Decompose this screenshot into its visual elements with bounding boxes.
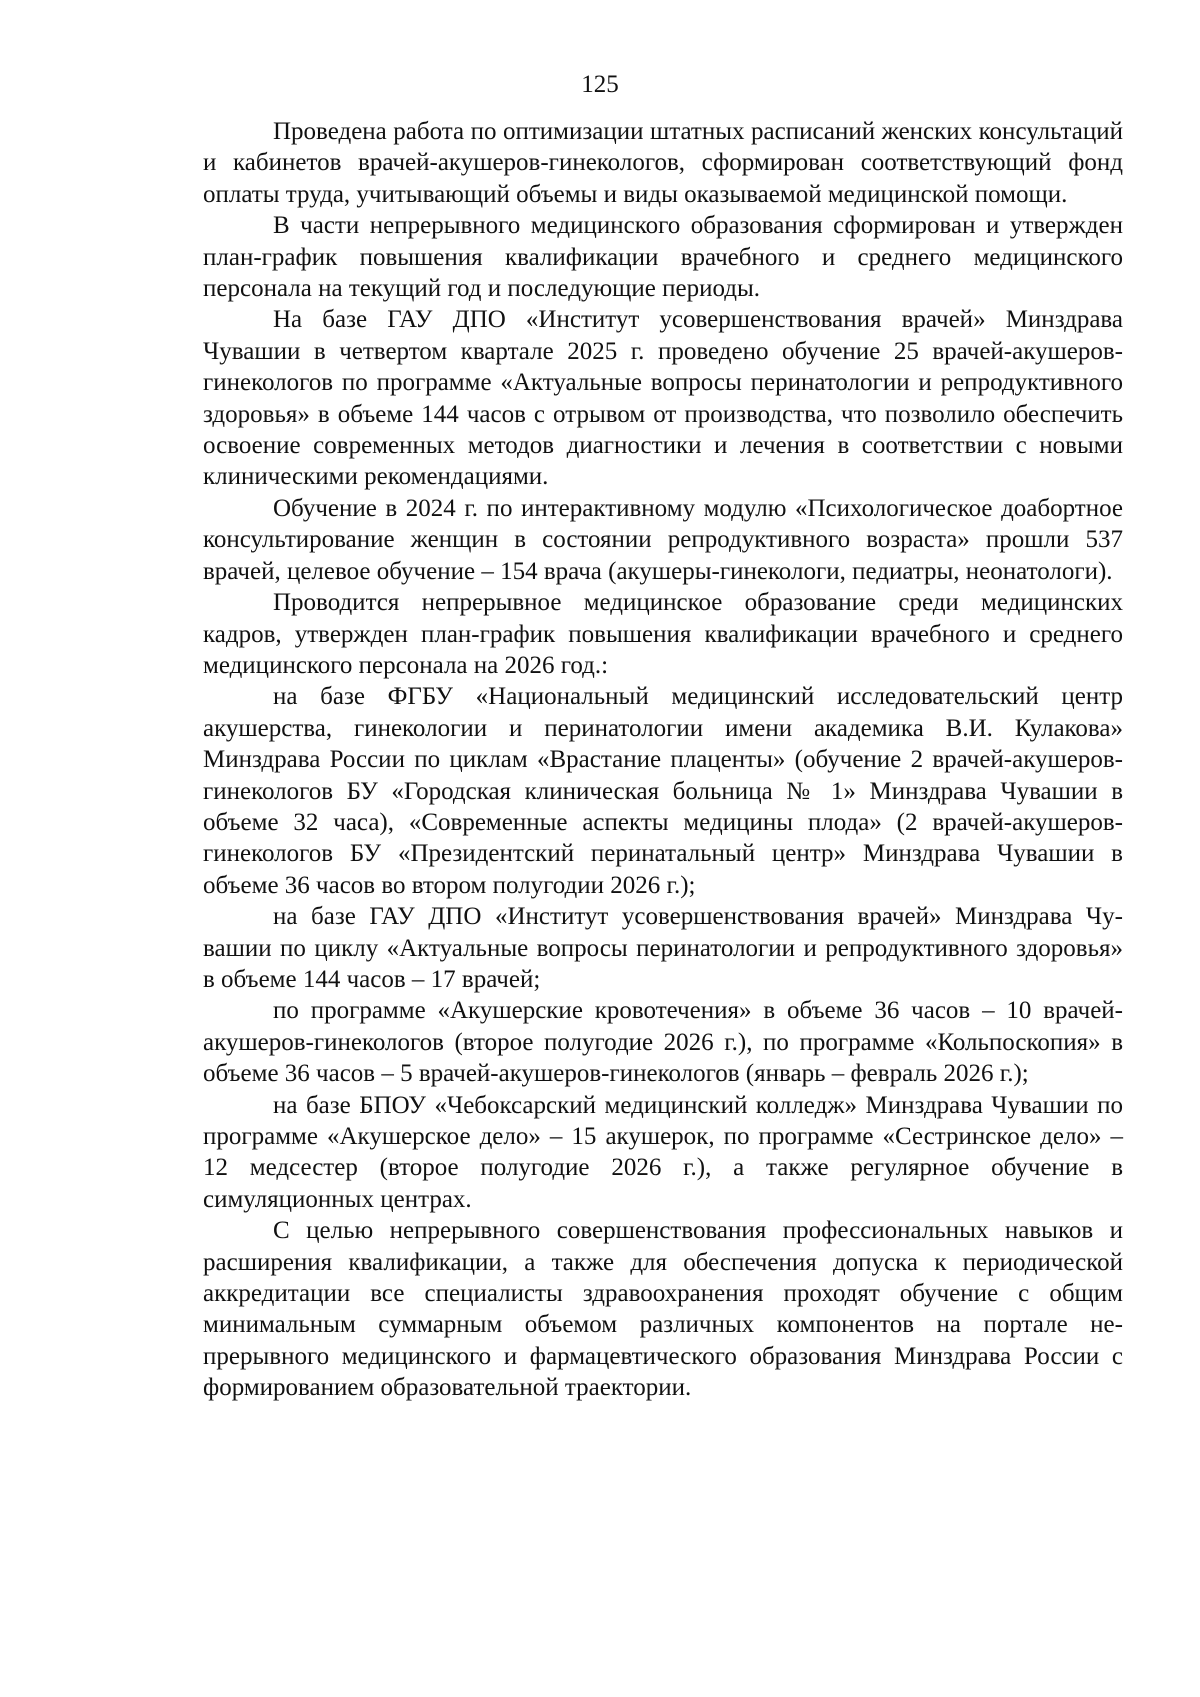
paragraph: по программе «Акушерские кровотечения» в объеме 36 часов – 10 врачей-акушеров-гинекологов (второе полугодие 2026 г.), по программе «Кольпоскопия» в объеме 36 часов – 5 врачей-акушеров-гинекологов (январь – февраль 2026 г.); xyxy=(203,997,1123,1088)
paragraph: на базе ФГБУ «Национальный медицинский исследовательский центр акушерства, гинекологии и перинатологии имени академика В.И. Кулакова» Минздрава России по циклам «Врастание плаценты» (обучение 2 врачей-акушеров-гинекологов БУ «Городская клиническая больница № 1» Минздрава Чувашии в объеме 32 часа), «Современные аспекты медицины плода» (2 врачей-акушеров-гинекологов БУ «Президентский перинатальный центр» Минздрава Чувашии в объеме 36 часов во втором полугодии 2026 г.); xyxy=(203,683,1123,899)
paragraph: Обучение в 2024 г. по интерактивному модулю «Психологическое доабортное консультирование женщин в состоянии репродуктивного возраста» прошли 537 врачей, целевое обучение – 154 врача (акушеры-гинекологи, педиатры, неонатологи). xyxy=(203,494,1123,585)
paragraph: Проведена работа по оптимизации штатных расписаний женских консультаций и кабинетов врачей-акушеров-гинекологов, сформирован соответствующий фонд оплаты труда, учитывающий объемы и виды оказываемой медицинской помощи. xyxy=(203,118,1123,208)
page-number: 125 xyxy=(581,71,619,98)
paragraph: на базе ГАУ ДПО «Институт усовершенствования врачей» Минздрава Чувашии по циклу «Актуальные вопросы перинатологии и репродуктивного здоровья» в объеме 144 часов – 17 врачей; xyxy=(203,903,1123,993)
paragraph: Проводится непрерывное медицинское образование среди медицинских кадров, утвержден план-график повышения квалификации врачебного и среднего медицинского персонала на 2026 год.: xyxy=(203,589,1123,679)
paragraph: На базе ГАУ ДПО «Институт усовершенствования врачей» Минздрава Чувашии в четвертом квартале 2025 г. проведено обучение 25 врачей-акушеров-гинекологов по программе «Актуальные вопросы перинатологии и репродуктивного здоровья» в объеме 144 часов с отрывом от производства, что позволило обеспечить освоение современных методов диагностики и лечения в соответствии с новыми клиническими рекомендациями. xyxy=(203,306,1123,491)
paragraph: С целью непрерывного совершенствования профессиональных навыков и расширения квалификации, а также для обеспечения допуска к периодической аккредитации все специалисты здравоохранения проходят обучение с общим минимальным суммарным объемом различных компонентов на портале непрерывного медицинского и фармацевтического образования Минздрава России с формированием образовательной траектории. xyxy=(203,1217,1123,1402)
document-body xyxy=(203,116,1123,1404)
paragraph: В части непрерывного медицинского образования сформирован и утвержден план-график повышения квалификации врачебного и среднего медицинского персонала на текущий год и последующие периоды. xyxy=(203,212,1123,303)
paragraph: на базе БПОУ «Чебоксарский медицинский колледж» Минздрава Чувашии по программе «Акушерское дело» – 15 акушерок, по программе «Сестринское дело» – 12 медсестер (второе полугодие 2026 г.), а также регулярное обучение в симуляционных центрах. xyxy=(203,1091,1123,1213)
